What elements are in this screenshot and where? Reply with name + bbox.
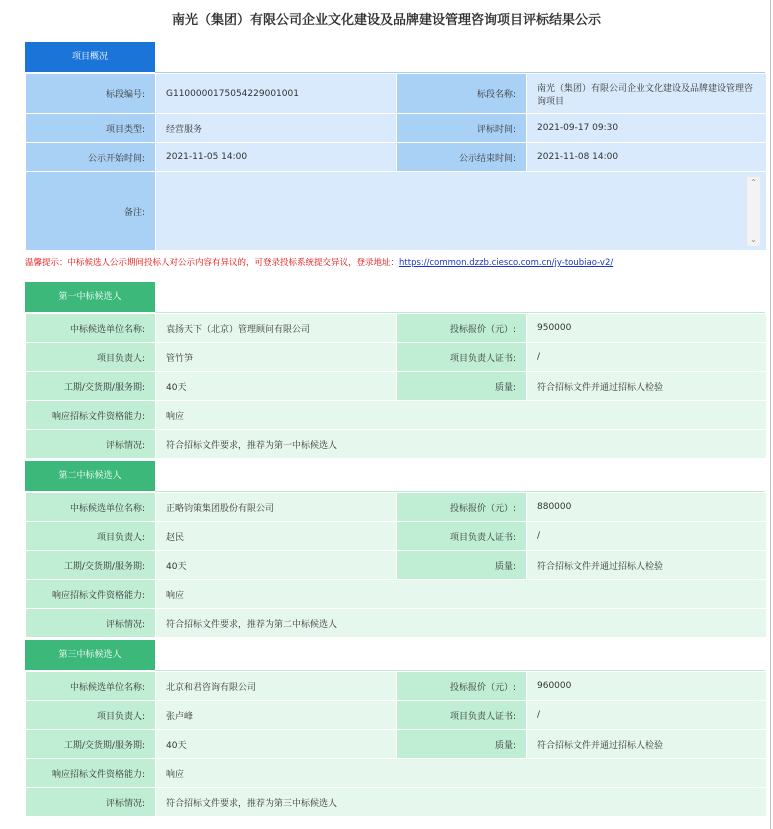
candidate-3-table [25, 671, 767, 817]
cert-value: / [527, 522, 767, 551]
table-row [26, 551, 767, 580]
price-value: 960000 [527, 672, 767, 701]
table-row [26, 788, 767, 817]
eval-value: 符合招标文件要求，推荐为第二中标候选人 [156, 609, 767, 638]
table-row [26, 730, 767, 759]
cert-label: 项目负责人证书: [397, 701, 527, 730]
candidate-2-table [25, 492, 767, 638]
unit-value: 袁扬天下（北京）管理顾问有限公司 [156, 314, 397, 343]
ability-value: 响应 [156, 759, 767, 788]
remark-scrollbar[interactable] [746, 177, 760, 246]
quality-label: 质量: [397, 372, 527, 401]
quality-label: 质量: [397, 551, 527, 580]
remark-textarea[interactable] [156, 173, 766, 250]
eval-label: 评标情况: [26, 788, 156, 817]
eval-time-value: 2021-09-17 09:30 [527, 114, 767, 143]
scroll-up-icon[interactable]: ⌃ [750, 177, 757, 187]
publish-start-value: 2021-11-05 14:00 [156, 143, 397, 172]
overview-row [26, 143, 767, 172]
overview-table [25, 73, 767, 251]
period-label: 工期/交货期/服务期: [26, 730, 156, 759]
period-value: 40天 [156, 372, 397, 401]
publish-end-label: 公示结束时间: [397, 143, 527, 172]
price-label: 投标报价（元）: [397, 314, 527, 343]
table-row [26, 430, 767, 459]
page-title: 南光（集团）有限公司企业文化建设及品牌建设管理咨询项目评标结果公示 [171, 13, 601, 28]
period-label: 工期/交货期/服务期: [26, 372, 156, 401]
eval-value: 符合招标文件要求，推荐为第三中标候选人 [156, 788, 767, 817]
tab-project-overview[interactable]: 项目概况 [25, 42, 155, 72]
unit-label: 中标候选单位名称: [26, 672, 156, 701]
eval-label: 评标情况: [26, 609, 156, 638]
publish-end-value: 2021-11-08 14:00 [527, 143, 767, 172]
price-value: 880000 [527, 493, 767, 522]
price-label: 投标报价（元）: [397, 672, 527, 701]
notice-link[interactable]: https://common.dzzb.ciesco.com.cn/jy-toubiao-v2/ [399, 258, 614, 268]
candidate-1-table [25, 313, 767, 459]
unit-value: 正略钧策集团股份有限公司 [156, 493, 397, 522]
cert-label: 项目负责人证书: [397, 522, 527, 551]
cert-value: / [527, 343, 767, 372]
quality-value: 符合招标文件并通过招标人检验 [527, 372, 767, 401]
table-row [26, 522, 767, 551]
eval-label: 评标情况: [26, 430, 156, 459]
ability-label: 响应招标文件资格能力: [26, 580, 156, 609]
table-row [26, 493, 767, 522]
ability-value: 响应 [156, 580, 767, 609]
quality-value: 符合招标文件并通过招标人检验 [527, 730, 767, 759]
section-no-label: 标段编号: [26, 74, 156, 114]
table-row [26, 672, 767, 701]
lead-label: 项目负责人: [26, 522, 156, 551]
section-no-value: G1100000175054229001001 [156, 74, 397, 114]
ability-label: 响应招标文件资格能力: [26, 401, 156, 430]
table-row [26, 314, 767, 343]
overview-row [26, 74, 767, 114]
project-type-label: 项目类型: [26, 114, 156, 143]
table-row [26, 759, 767, 788]
ability-label: 响应招标文件资格能力: [26, 759, 156, 788]
eval-time-label: 评标时间: [397, 114, 527, 143]
period-value: 40天 [156, 551, 397, 580]
lead-value: 管竹笋 [156, 343, 397, 372]
lead-value: 张卢峰 [156, 701, 397, 730]
notice-text: 温馨提示：中标候选人公示期间投标人对公示内容有异议的，可登录投标系统提交异议，登录地址： [25, 258, 400, 268]
table-row [26, 343, 767, 372]
lead-value: 赵民 [156, 522, 397, 551]
tab-candidate-1[interactable]: 第一中标候选人 [25, 282, 155, 312]
page-edge [770, 0, 771, 829]
ability-value: 响应 [156, 401, 767, 430]
unit-label: 中标候选单位名称: [26, 493, 156, 522]
table-row [26, 401, 767, 430]
notice [25, 256, 613, 268]
quality-value: 符合招标文件并通过招标人检验 [527, 551, 767, 580]
table-row [26, 580, 767, 609]
overview-row [26, 114, 767, 143]
table-row [26, 372, 767, 401]
lead-label: 项目负责人: [26, 343, 156, 372]
remark-label: 备注: [26, 172, 156, 251]
overview-row [26, 172, 767, 251]
cert-label: 项目负责人证书: [397, 343, 527, 372]
tab-candidate-2[interactable]: 第二中标候选人 [25, 461, 155, 491]
period-label: 工期/交货期/服务期: [26, 551, 156, 580]
price-label: 投标报价（元）: [397, 493, 527, 522]
publish-start-label: 公示开始时间: [26, 143, 156, 172]
unit-label: 中标候选单位名称: [26, 314, 156, 343]
section-name-label: 标段名称: [397, 74, 527, 114]
scroll-down-icon[interactable]: ⌄ [750, 234, 757, 244]
table-row [26, 609, 767, 638]
project-type-value: 经营服务 [156, 114, 397, 143]
unit-value: 北京和君咨询有限公司 [156, 672, 397, 701]
tab-candidate-3[interactable]: 第三中标候选人 [25, 640, 155, 670]
lead-label: 项目负责人: [26, 701, 156, 730]
period-value: 40天 [156, 730, 397, 759]
quality-label: 质量: [397, 730, 527, 759]
section-name-value: 南光（集团）有限公司企业文化建设及品牌建设管理咨询项目 [527, 74, 767, 114]
price-value: 950000 [527, 314, 767, 343]
table-row [26, 701, 767, 730]
cert-value: / [527, 701, 767, 730]
eval-value: 符合招标文件要求，推荐为第一中标候选人 [156, 430, 767, 459]
